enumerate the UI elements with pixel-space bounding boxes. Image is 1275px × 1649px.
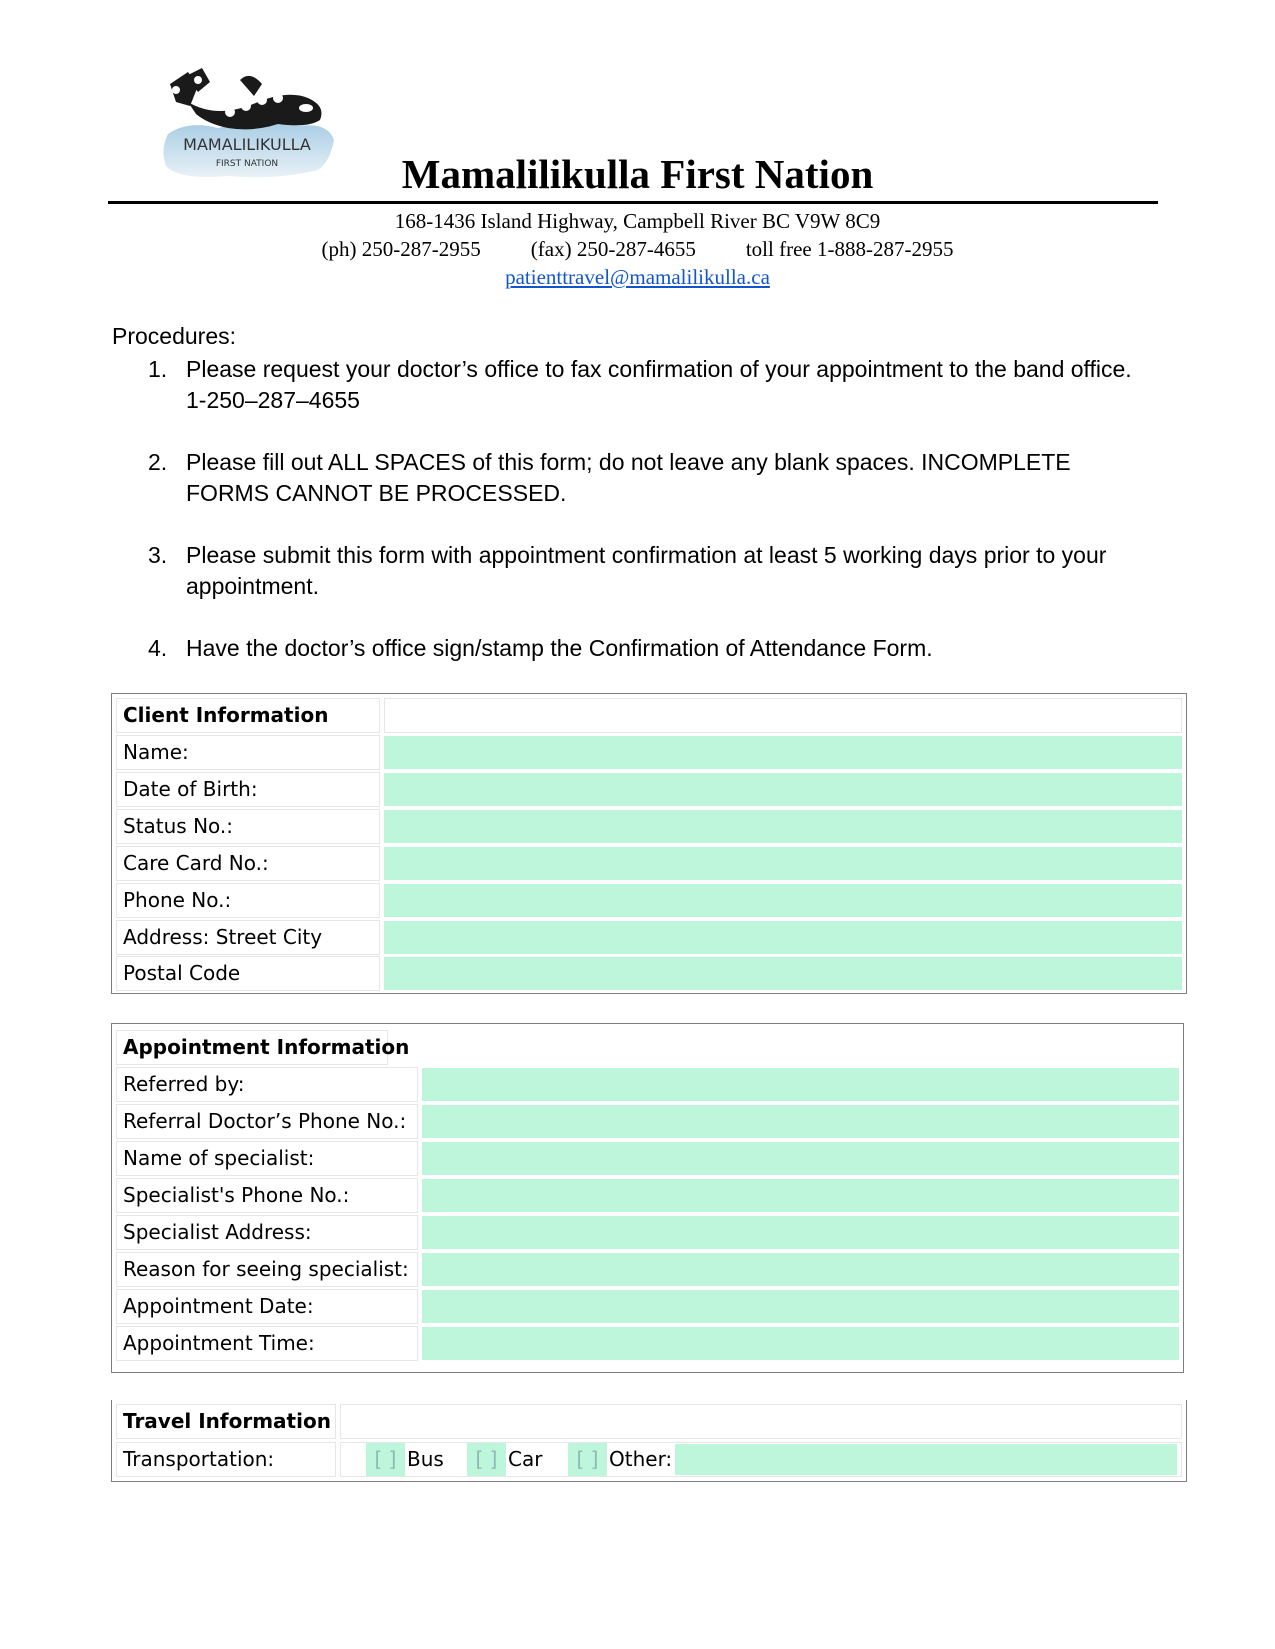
svg-text:MAMALILIKULLA: MAMALILIKULLA bbox=[183, 135, 311, 154]
field-label: Appointment Time: bbox=[116, 1326, 418, 1361]
field-label: Reason for seeing specialist: bbox=[116, 1252, 418, 1287]
field-label: Specialist's Phone No.: bbox=[116, 1178, 418, 1213]
address: 168-1436 Island Highway, Campbell River BC V9W 8C9 bbox=[394, 209, 881, 233]
specialist-name-field[interactable] bbox=[422, 1142, 1179, 1175]
procedure-item bbox=[148, 354, 1158, 416]
header-empty-cell bbox=[384, 698, 1182, 733]
header-empty-cell bbox=[340, 1404, 1182, 1439]
table-row bbox=[116, 1252, 1179, 1287]
field-label: Date of Birth: bbox=[116, 772, 380, 807]
table-row bbox=[116, 735, 1182, 770]
care-card-number-field[interactable] bbox=[384, 847, 1182, 880]
procedure-item bbox=[148, 633, 1158, 664]
procedure-item bbox=[148, 540, 1158, 602]
procedure-text: Please submit this form with appointment confirmation at least 5 working days prior to your appointment. bbox=[186, 542, 1107, 599]
field-label: Phone No.: bbox=[116, 883, 380, 918]
procedures-list bbox=[148, 354, 1158, 695]
toll-free-number: toll free 1-888-287-2955 bbox=[745, 237, 954, 261]
section-heading: Appointment Information bbox=[116, 1030, 388, 1065]
field-label: Appointment Date: bbox=[116, 1289, 418, 1324]
table-row bbox=[116, 1289, 1179, 1324]
travel-header-row bbox=[116, 1404, 1182, 1439]
client-header-row bbox=[116, 698, 1182, 733]
section-heading: Client Information bbox=[116, 698, 380, 733]
svg-text:FIRST NATION: FIRST NATION bbox=[215, 159, 279, 169]
field-label: Care Card No.: bbox=[116, 846, 380, 881]
other-label: Other: bbox=[609, 1447, 673, 1471]
procedures-heading: Procedures: bbox=[112, 323, 237, 349]
contact-numbers bbox=[0, 235, 1275, 263]
appointment-header-row bbox=[116, 1030, 1179, 1065]
specialist-phone-field[interactable] bbox=[422, 1179, 1179, 1212]
transportation-row bbox=[116, 1442, 1182, 1477]
phone-number-field[interactable] bbox=[384, 884, 1182, 917]
table-row bbox=[116, 1326, 1179, 1361]
status-number-field[interactable] bbox=[384, 810, 1182, 843]
section-heading: Travel Information bbox=[116, 1404, 336, 1439]
table-row bbox=[116, 1178, 1179, 1213]
specialist-address-field[interactable] bbox=[422, 1216, 1179, 1249]
table-row bbox=[116, 956, 1182, 991]
referral-doctor-phone-field[interactable] bbox=[422, 1105, 1179, 1138]
phone-number: (ph) 250-287-2955 bbox=[321, 237, 481, 261]
referred-by-field[interactable] bbox=[422, 1068, 1179, 1101]
transportation-options bbox=[340, 1442, 1182, 1477]
table-row bbox=[116, 920, 1182, 955]
table-row bbox=[116, 846, 1182, 881]
procedure-number: 1. bbox=[148, 356, 168, 382]
field-label: Status No.: bbox=[116, 809, 380, 844]
appointment-time-field[interactable] bbox=[422, 1327, 1179, 1360]
field-label: Transportation: bbox=[116, 1442, 336, 1477]
table-row bbox=[116, 1104, 1179, 1139]
table-row bbox=[116, 809, 1182, 844]
table-row bbox=[116, 883, 1182, 918]
procedure-text: Have the doctor’s office sign/stamp the Confirmation of Attendance Form. bbox=[186, 635, 933, 661]
postal-code-field[interactable] bbox=[384, 957, 1182, 990]
header-divider bbox=[108, 201, 1158, 204]
field-label: Postal Code bbox=[116, 956, 380, 991]
appointment-information-table bbox=[111, 1023, 1184, 1373]
bus-label: Bus bbox=[407, 1447, 444, 1471]
client-information-table bbox=[111, 693, 1187, 994]
table-row bbox=[116, 772, 1182, 807]
procedure-number: 4. bbox=[148, 635, 168, 661]
table-row bbox=[116, 1067, 1179, 1102]
field-label: Referral Doctor’s Phone No.: bbox=[116, 1104, 418, 1139]
procedure-text: Please fill out ALL SPACES of this form; do not leave any blank spaces. INCOMPLETE FORMS CANNOT BE PROCESSED. bbox=[186, 449, 1071, 506]
date-of-birth-field[interactable] bbox=[384, 773, 1182, 806]
other-transportation-field[interactable] bbox=[675, 1444, 1177, 1475]
page-title: Mamalilikulla First Nation bbox=[401, 151, 874, 197]
procedure-text: Please request your doctor’s office to fax confirmation of your appointment to the band office. 1-250–287–4655 bbox=[186, 356, 1132, 413]
car-label: Car bbox=[508, 1447, 543, 1471]
address-field[interactable] bbox=[384, 921, 1182, 954]
field-label: Specialist Address: bbox=[116, 1215, 418, 1250]
table-row bbox=[116, 1215, 1179, 1250]
table-row bbox=[116, 1141, 1179, 1176]
travel-information-table bbox=[111, 1400, 1187, 1482]
field-label: Name: bbox=[116, 735, 380, 770]
procedure-number: 3. bbox=[148, 542, 168, 568]
procedure-number: 2. bbox=[148, 449, 168, 475]
other-checkbox[interactable]: [ ] bbox=[568, 1443, 607, 1476]
fax-number: (fax) 250-287-4655 bbox=[530, 237, 696, 261]
field-label: Referred by: bbox=[116, 1067, 418, 1102]
field-label: Address: Street City bbox=[116, 920, 380, 955]
appointment-date-field[interactable] bbox=[422, 1290, 1179, 1323]
email-link[interactable]: patienttravel@mamalilikulla.ca bbox=[505, 265, 770, 289]
name-field[interactable] bbox=[384, 736, 1182, 769]
reason-for-specialist-field[interactable] bbox=[422, 1253, 1179, 1286]
procedure-item bbox=[148, 447, 1158, 509]
car-checkbox[interactable]: [ ] bbox=[467, 1443, 506, 1476]
field-label: Name of specialist: bbox=[116, 1141, 418, 1176]
bus-checkbox[interactable]: [ ] bbox=[366, 1443, 405, 1476]
